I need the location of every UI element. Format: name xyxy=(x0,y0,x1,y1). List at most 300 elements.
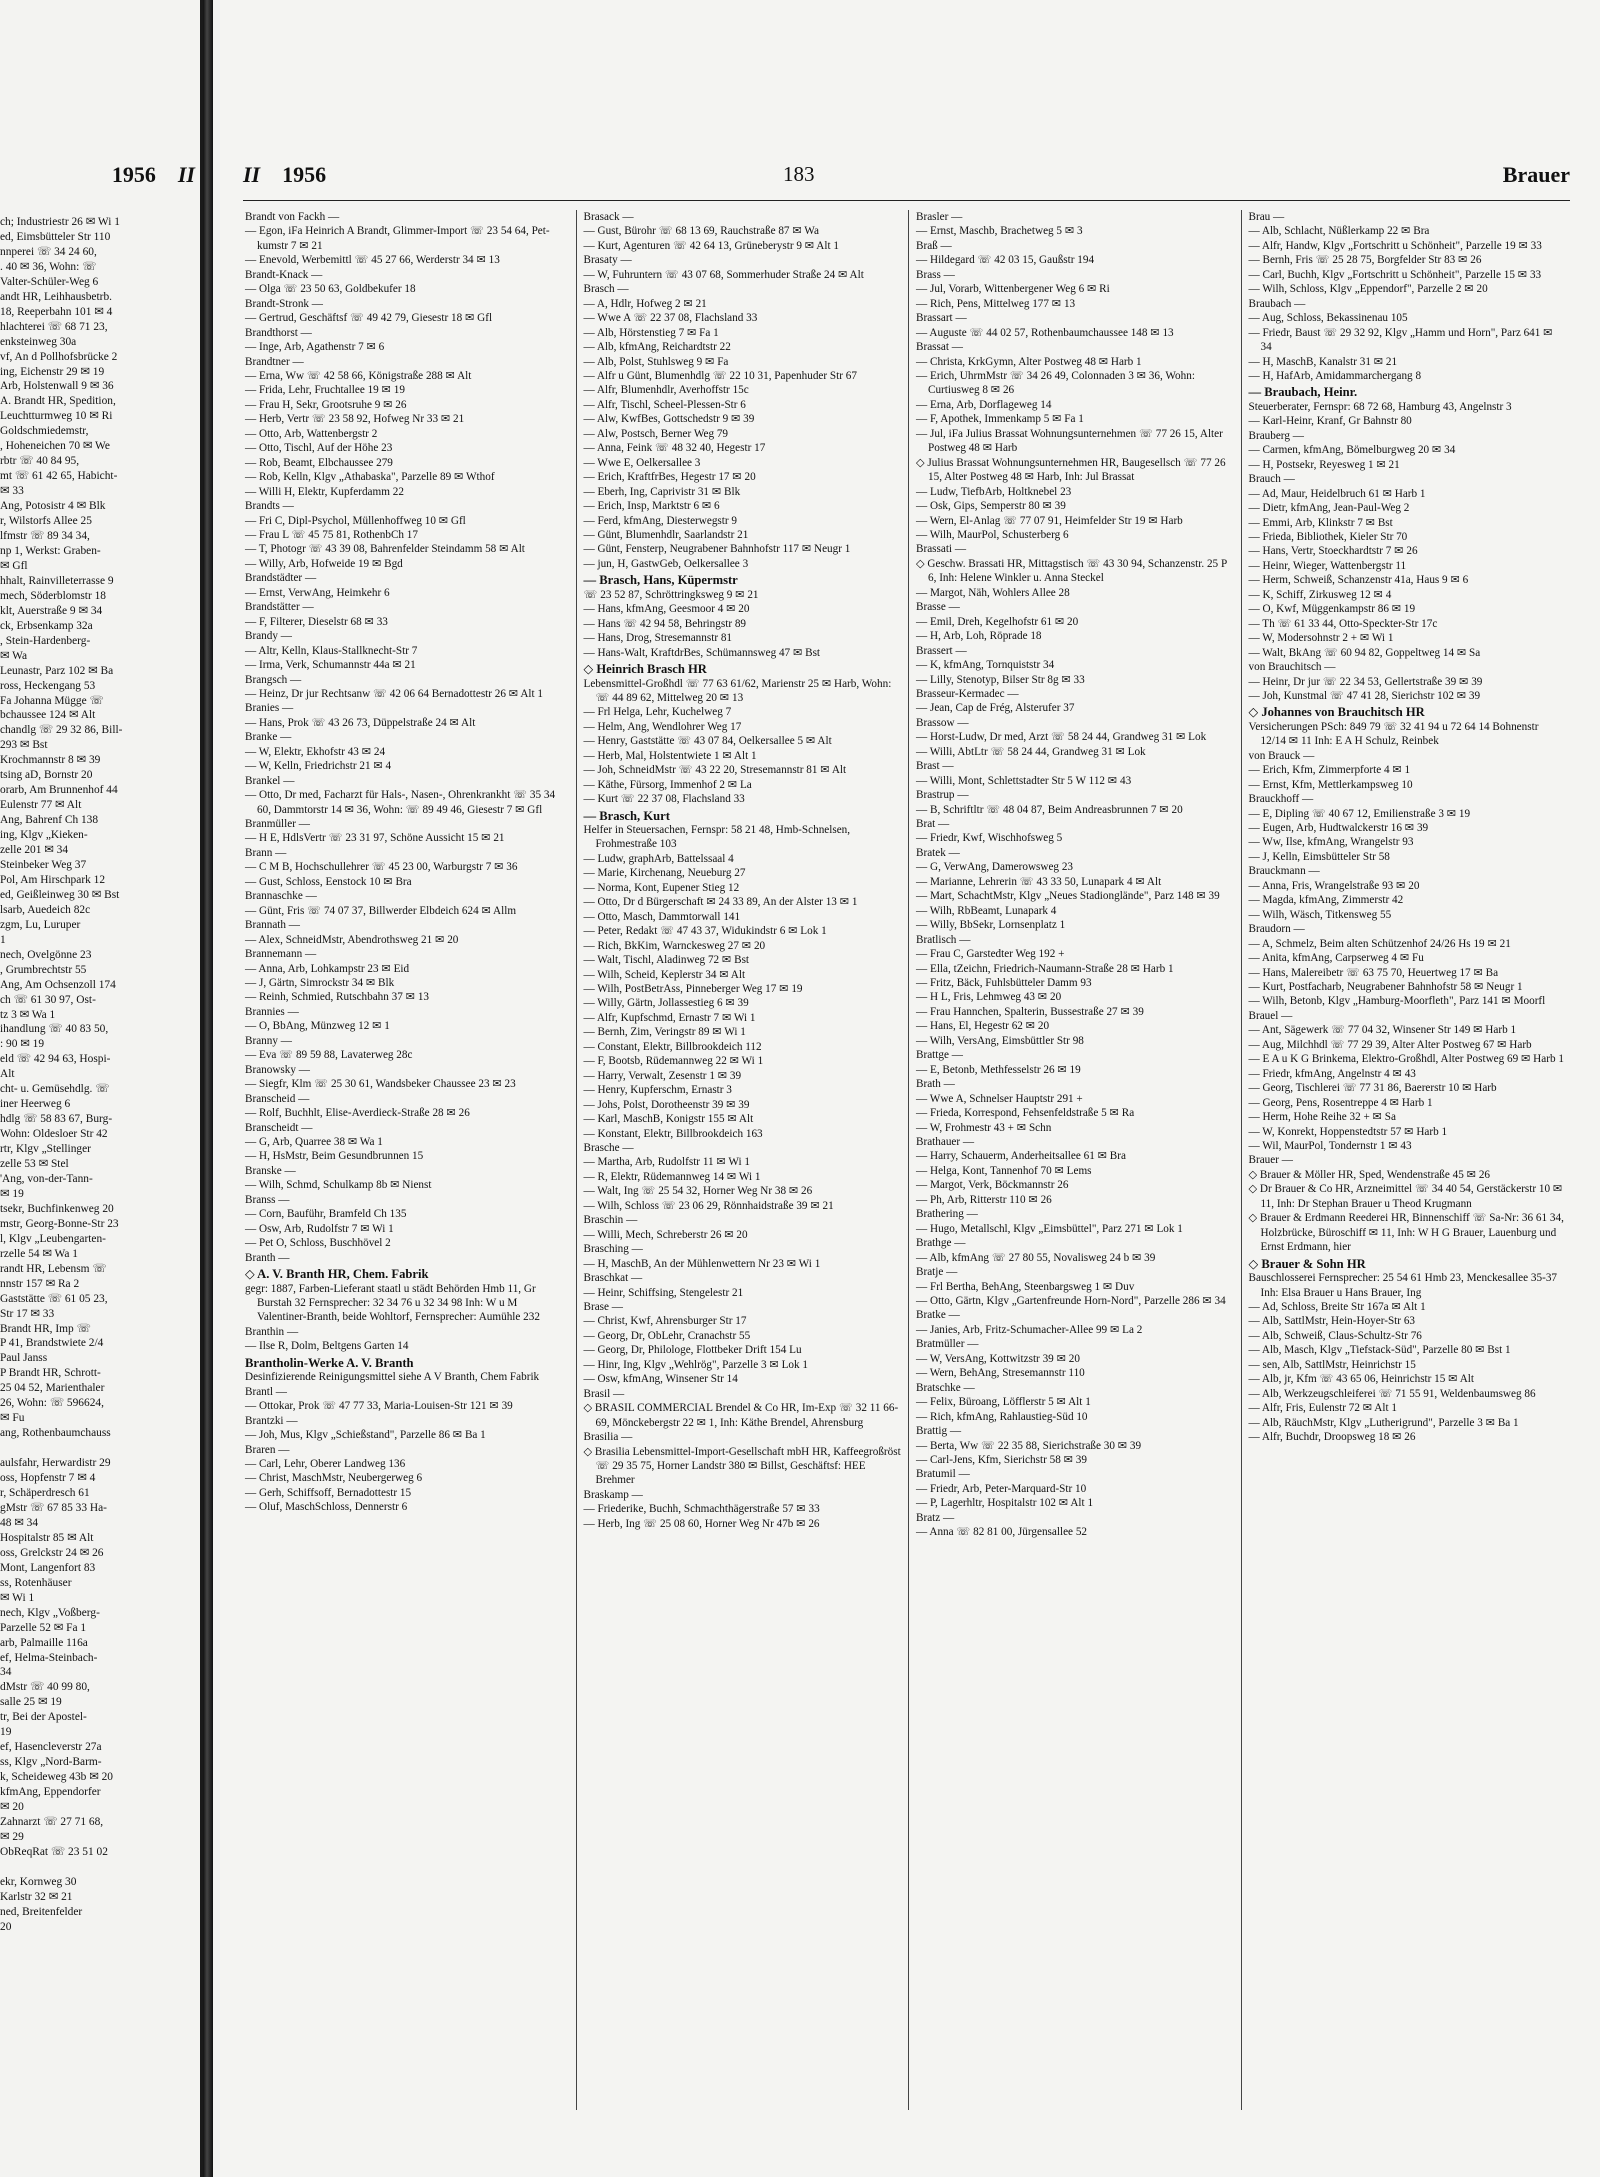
directory-entry: Bauschlosserei Fernsprecher: 25 54 61 Hmb 23, Menckesallee 35-37 Inh: Elsa Brauer u Hans Brauer, Ing xyxy=(1248,1272,1558,1299)
left-page-line: nech, Ovelgönne 23 xyxy=(0,948,92,961)
directory-entry: — Ernst, VerwAng, Heimkehr 6 xyxy=(245,586,390,599)
directory-entry: — Aug, Milchhdl ☏ 77 29 39, Alter Alter Postweg 67 ✉ Harb xyxy=(1248,1038,1532,1051)
left-page-line: mstr, Georg-Bonne-Str 23 xyxy=(0,1217,119,1230)
directory-entry: Brath — xyxy=(916,1078,955,1091)
directory-entry: — Ernst, Kfm, Mettlerkampsweg 10 xyxy=(1248,778,1413,791)
directory-entry: — E, Dipling ☏ 40 67 12, Emilienstraße 3 ✉ 19 xyxy=(1248,807,1471,820)
directory-entry: Branthin — xyxy=(245,1325,299,1338)
directory-entry: — Alw, KwfBes, Gottschedstr 9 ✉ 39 xyxy=(583,413,755,426)
left-page-line: chandlg ☏ 29 32 86, Bill- xyxy=(0,724,123,737)
directory-entry: — Harry, Schauerm, Anderheitsallee 61 ✉ Bra xyxy=(916,1150,1126,1163)
directory-entry: — C M B, Hochschullehrer ☏ 45 23 00, Warburgstr 7 ✉ 36 xyxy=(245,861,518,874)
left-page-line: orarb, Am Brunnenhof 44 xyxy=(0,784,118,797)
directory-entry: — W, Modersohnstr 2 + ✉ Wi 1 xyxy=(1248,632,1394,645)
directory-entry: — Dietr, kfmAng, Jean-Paul-Weg 2 xyxy=(1248,502,1410,515)
directory-entry: — Wwe A ☏ 22 37 08, Flachsland 33 xyxy=(583,312,758,325)
directory-entry: — Siegfr, Klm ☏ 25 30 61, Wandsbeker Chaussee 23 ✉ 23 xyxy=(245,1078,516,1091)
directory-entry: — Wilh, Schloss ☏ 23 06 29, Rönnhaidstraße 39 ✉ 21 xyxy=(583,1199,834,1212)
directory-entry: — Otto, Tischl, Auf der Höhe 23 xyxy=(245,442,393,455)
directory-entry: ◇ BRASIL COMMERCIAL Brendel & Co HR, Im-Exp ☏ 32 11 66-69, Mönckebergstr 22 ✉ 1, Inh: Käthe Brendel, Ahrensburg xyxy=(583,1402,899,1429)
directory-entry: — Emil, Dreh, Kegelhofstr 61 ✉ 20 xyxy=(916,615,1079,628)
left-page-line: , Stein-Hardenberg- xyxy=(0,634,91,647)
left-page-line: ing, Klgv „Kieken- xyxy=(0,829,88,842)
directory-entry: — Christ, MaschMstr, Neubergerweg 6 xyxy=(245,1472,423,1485)
directory-entry: — Alb, Schweiß, Claus-Schultz-Str 76 xyxy=(1248,1329,1422,1342)
directory-entry: — Eva ☏ 89 59 88, Lavaterweg 28c xyxy=(245,1049,413,1062)
directory-entry: — Wilh, Betonb, Klgv „Hamburg-Moorfleth", Parz 141 ✉ Moorfl xyxy=(1248,995,1546,1008)
left-page-line: ned, Breitenfelder xyxy=(0,1905,83,1918)
left-page-line: ang, Rothenbaumchauss xyxy=(0,1427,111,1440)
directory-entry: — Rob, Kelln, Klgv „Athabaska", Parzelle 89 ✉ Wthof xyxy=(245,471,495,484)
left-page-line: , Hoheneichen 70 ✉ We xyxy=(0,440,110,453)
directory-entry: Brastrup — xyxy=(916,789,969,802)
directory-entry: — Magda, kfmAng, Zimmerstr 42 xyxy=(1248,894,1404,907)
directory-entry: Brauckmann — xyxy=(1248,865,1320,878)
directory-entry: — Helm, Ang, Wendlohrer Weg 17 xyxy=(583,720,742,733)
directory-entry: — Willy, Arb, Hofweide 19 ✉ Bgd xyxy=(245,557,403,570)
directory-entry: — Frl Helga, Lehr, Kuchelweg 7 xyxy=(583,706,732,719)
directory-entry: Branske — xyxy=(245,1164,296,1177)
left-page-line: ch ☏ 61 30 97, Ost- xyxy=(0,993,96,1006)
directory-entry: — K, kfmAng, Tornquiststr 34 xyxy=(916,659,1055,672)
directory-entry: — K, Schiff, Zirkusweg 12 ✉ 4 xyxy=(1248,588,1392,601)
left-page-line: eld ☏ 42 94 63, Hospi- xyxy=(0,1053,111,1066)
directory-entry: Branss — xyxy=(245,1193,290,1206)
directory-entry: — Bernh, Zim, Veringstr 89 ✉ Wi 1 xyxy=(583,1026,746,1039)
directory-entry: — O, Kwf, Müggenkampstr 86 ✉ 19 xyxy=(1248,603,1416,616)
directory-entry: — Rich, Pens, Mittelweg 177 ✉ 13 xyxy=(916,297,1076,310)
directory-entry: — E A u K G Brinkema, Elektro-Großhdl, Alter Postweg 69 ✉ Harb 1 xyxy=(1248,1053,1564,1066)
left-page-line: ✉ Wi 1 xyxy=(0,1591,35,1604)
directory-entry: — Friedr, Arb, Peter-Marquard-Str 10 xyxy=(916,1482,1087,1495)
directory-entry: — Fritz, Bäck, Fuhlsbütteler Damm 93 xyxy=(916,977,1092,990)
directory-entry: — Gust, Schloss, Eenstock 10 ✉ Bra xyxy=(245,875,412,888)
directory-entry: — Frau Hannchen, Spalterin, Bussestraße 27 ✉ 39 xyxy=(916,1005,1144,1018)
left-page-line: lsarb, Auedeich 82c xyxy=(0,903,91,916)
left-page-line: tsekr, Buchfinkenweg 20 xyxy=(0,1202,114,1215)
left-page-line: ✉ 20 xyxy=(0,1801,24,1814)
directory-entry: — Günt, Fensterp, Neugrabener Bahnhofstr 117 ✉ Neugr 1 xyxy=(583,543,851,556)
directory-entry: — Oluf, MaschSchloss, Dennerstr 6 xyxy=(245,1501,408,1514)
left-page-line xyxy=(0,1441,198,1456)
directory-entry: — Kurt, Postfacharb, Neugrabener Bahnhofstr 58 ✉ Neugr 1 xyxy=(1248,981,1523,994)
directory-entry: Brathering — xyxy=(916,1208,978,1221)
directory-entry: — Irma, Verk, Schumannstr 44a ✉ 21 xyxy=(245,659,416,672)
directory-entry-heading: ◇ Johannes von Brauchitsch HR xyxy=(1248,705,1425,720)
directory-entry: — Anna, Feink ☏ 48 32 40, Hegestr 17 xyxy=(583,442,766,455)
directory-entry: — Alfr, Blumenhdlr, Averhoffstr 15c xyxy=(583,384,749,397)
left-page-line: 19 xyxy=(0,1726,12,1739)
left-page-line: ObReqRat ☏ 23 51 02 xyxy=(0,1845,108,1858)
directory-entry: — Willi, Mont, Schlettstadter Str 5 W 112 ✉ 43 xyxy=(916,774,1132,787)
directory-entry: — Rolf, Buchhlt, Elise-Averdieck-Straße 28 ✉ 26 xyxy=(245,1107,470,1120)
directory-entry: — Rich, kfmAng, Rahlaustieg-Süd 10 xyxy=(916,1410,1088,1423)
left-page xyxy=(0,0,203,2177)
left-page-line: hhalt, Rainvilleterrasse 9 xyxy=(0,574,114,587)
directory-entry: Branmüller — xyxy=(245,818,310,831)
directory-entry: Lebensmittel-Großhdl ☏ 77 63 61/62, Marienstr 25 ✉ Harb, Wohn: ☏ 44 89 62, Mittelweg 20 ✉ 13 xyxy=(583,677,892,704)
directory-entry-heading: ◇ A. V. Branth HR, Chem. Fabrik xyxy=(245,1267,429,1282)
left-page-line: tsing aD, Bornstr 20 xyxy=(0,769,93,782)
directory-entry: — Frau L ☏ 45 75 81, RothenbCh 17 xyxy=(245,528,418,541)
left-page-line: ✉ 19 xyxy=(0,1187,24,1200)
directory-entry: Braubach — xyxy=(1248,297,1306,310)
directory-entry: — Altr, Kelln, Klaus-Stallknecht-Str 7 xyxy=(245,644,418,657)
left-page-line: ross, Heckengang 53 xyxy=(0,679,96,692)
directory-entry: Brasch — xyxy=(583,283,629,296)
directory-entry: Brasseur-Kermadec — xyxy=(916,687,1019,700)
left-page-line: vf, An d Pollhofsbrücke 2 xyxy=(0,350,118,363)
directory-entry: Brannies — xyxy=(245,1005,299,1018)
left-page-line: zelle 201 ✉ 34 xyxy=(0,844,69,857)
directory-entry: — Emmi, Arb, Klinkstr 7 ✉ Bst xyxy=(1248,516,1393,529)
directory-entry: — Erich, Insp, Marktstr 6 ✉ 6 xyxy=(583,500,720,513)
directory-entry: Brast — xyxy=(916,760,954,773)
left-page-line xyxy=(0,1860,198,1875)
directory-entry: — Ferd, kfmAng, Diesterwegstr 9 xyxy=(583,514,737,527)
directory-entry: — Frieda, Korrespond, Fehsenfeldstraße 5 ✉ Ra xyxy=(916,1107,1135,1120)
directory-entry: — Inge, Arb, Agathenstr 7 ✉ 6 xyxy=(245,341,385,354)
directory-entry: — Hans, Malereibetr ☏ 63 75 70, Heuertweg 17 ✉ Ba xyxy=(1248,966,1499,979)
directory-entry: — Walt, Ing ☏ 25 54 32, Horner Weg Nr 38 ✉ 26 xyxy=(583,1185,813,1198)
directory-entry: — Wilh, VersAng, Eimsbüttler Str 98 xyxy=(916,1034,1084,1047)
directory-entry: — Hans, kfmAng, Geesmoor 4 ✉ 20 xyxy=(583,603,750,616)
directory-entry: Brantzki — xyxy=(245,1414,298,1427)
directory-entry: — Ludw, TiefbArb, Holtknebel 23 xyxy=(916,485,1072,498)
left-page-line: salle 25 ✉ 19 xyxy=(0,1696,62,1709)
directory-entry: — Helga, Kont, Tannenhof 70 ✉ Lems xyxy=(916,1164,1092,1177)
directory-entry: — Georg, Dr, Philologe, Flottbeker Drift 154 Lu xyxy=(583,1344,802,1357)
directory-entry: Bratmüller — xyxy=(916,1338,979,1351)
left-page-line: gMstr ☏ 67 85 33 Ha- xyxy=(0,1501,107,1514)
directory-entry: — Willi, AbtLtr ☏ 58 24 44, Grandweg 31 ✉ Lok xyxy=(916,745,1146,758)
left-page-line: ss, Klgv „Nord-Barm- xyxy=(0,1756,102,1769)
directory-entry: von Brauck — xyxy=(1248,749,1315,762)
directory-entry: — Christ, Kwf, Ahrensburger Str 17 xyxy=(583,1315,747,1328)
left-page-line: mt ☏ 61 42 65, Habicht- xyxy=(0,470,118,483)
directory-entry: Brandts — xyxy=(245,500,294,513)
header-rule xyxy=(243,200,1570,201)
left-page-line: lfmstr ☏ 89 34 34, xyxy=(0,530,90,543)
directory-entry: — F, Apothek, Immenkamp 5 ✉ Fa 1 xyxy=(916,413,1084,426)
directory-entry: Brathauer — xyxy=(916,1136,975,1148)
directory-entry: — Otto, Dr d Bürgerschaft ✉ 24 33 89, An der Alster 13 ✉ 1 xyxy=(583,896,858,909)
left-page-line: Gaststätte ☏ 61 05 23, xyxy=(0,1292,108,1305)
directory-entry: ◇ Dr Brauer & Co HR, Arzneimittel ☏ 34 40 54, Gerstäckerstr 10 ✉ 11, Inh: Dr Stephan Brauer u Theod Krugmann xyxy=(1248,1183,1563,1210)
left-page-line: A. Brandt HR, Spedition, xyxy=(0,395,116,408)
left-page-line: enksteinweg 30a xyxy=(0,335,77,348)
directory-entry: — W, Frohmestr 43 + ✉ Schn xyxy=(916,1121,1052,1134)
directory-entry: — Wil, MaurPol, Tondernstr 1 ✉ 43 xyxy=(1248,1140,1412,1152)
directory-entry: — Wern, El-Anlag ☏ 77 07 91, Heimfelder Str 19 ✉ Harb xyxy=(916,514,1183,527)
directory-entry: — Otto, Arb, Wattenbergstr 2 xyxy=(245,427,378,440)
directory-entry: — Martha, Arb, Rudolfstr 11 ✉ Wi 1 xyxy=(583,1156,750,1169)
directory-entry: — Ella, tZeichn, Friedrich-Naumann-Straße 28 ✉ Harb 1 xyxy=(916,962,1174,975)
directory-entry: Versicherungen PSch: 849 79 ☏ 32 41 94 u 72 64 14 Bohnenstr 12/14 ✉ 11 Inh: E A H Schulz, Reinbek xyxy=(1248,720,1539,748)
left-page-line: Zahnarzt ☏ 27 71 68, xyxy=(0,1815,104,1828)
directory-entry: — P, Lagerhltr, Hospitalstr 102 ✉ Alt 1 xyxy=(916,1497,1094,1510)
directory-entry: ◇ Brauer & Erdmann Reederei HR, Binnenschiff ☏ Sa-Nr: 36 61 34, Holzbrücke, Büroschiff ✉ 11, Inh: W H G Brauer, Lauenburg und Ernst Erdmann, hier xyxy=(1248,1212,1564,1254)
directory-entry: — Margot, Näh, Wohlers Allee 28 xyxy=(916,586,1070,599)
left-page-line: , Grumbrechtstr 55 xyxy=(0,963,87,976)
directory-entry: — Alb, RäuchMstr, Klgv „Lutherigrund", Parzelle 3 ✉ Ba 1 xyxy=(1248,1416,1519,1429)
directory-entry: — sen, Alb, SattlMstr, Heinrichstr 15 xyxy=(1248,1358,1416,1371)
directory-entry: — Wilh, PostBetrAss, Pinneberger Weg 17 ✉ 19 xyxy=(583,983,803,996)
directory-entry: — Frau H, Sekr, Grootsruhe 9 ✉ 26 xyxy=(245,398,407,411)
directory-entry: — Alw, Postsch, Berner Weg 79 xyxy=(583,427,729,440)
left-page-line: Steinbeker Weg 37 xyxy=(0,858,87,871)
directory-entry: — W, Fuhruntern ☏ 43 07 68, Sommerhuder Straße 24 ✉ Alt xyxy=(583,268,864,281)
directory-entry: Bratlisch — xyxy=(916,933,971,946)
directory-entry: — Herb, Ing ☏ 25 08 60, Horner Weg Nr 47b ✉ 26 xyxy=(583,1517,820,1530)
directory-entry: — Alfr, Fris, Eulenstr 72 ✉ Alt 1 xyxy=(1248,1402,1397,1415)
left-page-line: Krochmannstr 8 ✉ 39 xyxy=(0,754,101,767)
directory-entry: — Hugo, Metallschl, Klgv „Eimsbüttel", Parz 271 ✉ Lok 1 xyxy=(916,1222,1183,1235)
left-page-line: ✉ Wa xyxy=(0,649,28,662)
directory-entry: — H, Arb, Loh, Röprade 18 xyxy=(916,630,1042,643)
directory-entry: Brasse — xyxy=(916,601,960,614)
directory-entry: — Janies, Arb, Fritz-Schumacher-Allee 99 ✉ La 2 xyxy=(916,1323,1143,1336)
directory-entry: — W, Elektr, Ekhofstr 43 ✉ 24 xyxy=(245,745,386,758)
left-page-line: Wohn: Oldesloer Str 42 xyxy=(0,1128,108,1141)
directory-entry: — Wilh, Wäsch, Titkensweg 55 xyxy=(1248,908,1392,921)
directory-entry: Brassat — xyxy=(916,341,963,354)
left-page-line: 'Ang, von-der-Tann- xyxy=(0,1173,93,1185)
left-page-line: dMstr ☏ 40 99 80, xyxy=(0,1681,90,1694)
directory-entry: — Günt, Fris ☏ 74 07 37, Billwerder Elbdeich 624 ✉ Allm xyxy=(245,904,517,917)
left-page-line: np 1, Werkst: Graben- xyxy=(0,544,101,557)
directory-entry: — Walt, Tischl, Aladinweg 72 ✉ Bst xyxy=(583,954,750,967)
left-page-line: Str 17 ✉ 33 xyxy=(0,1307,55,1320)
directory-entry: ◇ Julius Brassat Wohnungsunternehmen HR, Baugesellsch ☏ 77 26 15, Alter Postweg 48 ✉ Harb, Inh: Jul Brassat xyxy=(916,456,1226,484)
directory-entry: Branke — xyxy=(245,731,292,744)
left-page-line: r, Schäperdresch 61 xyxy=(0,1487,90,1500)
directory-entry: — Willy, BbSekr, Lornsenplatz 1 xyxy=(916,919,1066,932)
directory-entry: ◇ Brasilia Lebensmittel-Import-Gesellschaft mbH HR, Kaffeegroßröst ☏ 29 35 75, Horner Landstr 380 ✉ Billst, Geschäftsf: HEE Brehmer xyxy=(583,1445,901,1487)
directory-entry: — E, Betonb, Methfesselstr 26 ✉ 19 xyxy=(916,1063,1081,1076)
directory-entry: — Friederike, Buchh, Schmachthägerstraße 57 ✉ 33 xyxy=(583,1503,820,1516)
directory-entry: — Alb, jr, Kfm ☏ 43 65 06, Heinrichstr 15 ✉ Alt xyxy=(1248,1373,1475,1386)
directory-entry: Branowsky — xyxy=(245,1063,310,1076)
left-page-line: randt HR, Lebensm ☏ xyxy=(0,1262,107,1275)
directory-entry: — Erich, KraftfrBes, Hegestr 17 ✉ 20 xyxy=(583,471,756,484)
directory-entry: — Alfr, Buchdr, Droopsweg 18 ✉ 26 xyxy=(1248,1431,1416,1444)
directory-entry: Brattig — xyxy=(916,1425,962,1438)
left-page-line: ef, Helma-Steinbach- xyxy=(0,1651,98,1664)
directory-entry: — F, Bootsb, Rüdemannweg 22 ✉ Wi 1 xyxy=(583,1055,764,1068)
left-page-line: Karlstr 32 ✉ 21 xyxy=(0,1890,73,1903)
left-page-line: rbtr ☏ 40 84 95, xyxy=(0,455,80,468)
directory-entry: Brandt von Fackh — xyxy=(245,211,340,223)
directory-entry: — Reinh, Schmied, Rutschbahn 37 ✉ 13 xyxy=(245,991,430,1004)
left-page-line: Ang, Am Ochsenzoll 174 xyxy=(0,978,116,991)
directory-entry: — Wilh, RbBeamt, Lunapark 4 xyxy=(916,904,1057,917)
page-number: 183 xyxy=(783,162,815,186)
left-page-line: Mont, Langenfort 83 xyxy=(0,1561,96,1574)
directory-entry: Bratke — xyxy=(916,1309,960,1322)
right-page xyxy=(213,0,1600,2177)
left-page-line: rzelle 54 ✉ Wa 1 xyxy=(0,1247,78,1260)
directory-entry-heading: — Brasch, Hans, Küpermstr xyxy=(583,573,738,588)
directory-entry: Brandt-Stronk — xyxy=(245,297,323,310)
directory-entry: — Aug, Schloss, Bekassinenau 105 xyxy=(1248,312,1408,325)
left-page-line: Goldschmiedemstr, xyxy=(0,425,89,438)
directory-entry: — Karl-Heinr, Kranf, Gr Bahnstr 80 xyxy=(1248,415,1412,428)
left-page-line: zgm, Lu, Luruper xyxy=(0,918,81,931)
left-page-line: ihandlung ☏ 40 83 50, xyxy=(0,1023,109,1036)
directory-entry: — Ww, Ilse, kfmAng, Wrangelstr 93 xyxy=(1248,836,1414,849)
directory-entry: — Otto, Masch, Dammtorwall 141 xyxy=(583,910,741,923)
left-page-line: l, Klgv „Leubengarten- xyxy=(0,1232,106,1245)
directory-entry: — Herm, Schweiß, Schanzenstr 41a, Haus 9 ✉ 6 xyxy=(1248,574,1469,587)
directory-entry: — Carl, Lehr, Oberer Landweg 136 xyxy=(245,1457,406,1470)
directory-entry: — H, MaschB, An der Mühlenwettern Nr 23 ✉ Wi 1 xyxy=(583,1257,821,1270)
directory-entry: — Th ☏ 61 33 44, Otto-Speckter-Str 17c xyxy=(1248,617,1438,630)
directory-entry: Brandtner — xyxy=(245,355,304,368)
directory-entry: Brattge — xyxy=(916,1049,963,1062)
left-page-line: Arb, Holstenwall 9 ✉ 36 xyxy=(0,380,114,393)
directory-entry: — W, Konrekt, Hoppenstedtstr 57 ✉ Harb 1 xyxy=(1248,1125,1448,1138)
directory-entry: — Willy, Gärtn, Jollassestieg 6 ✉ 39 xyxy=(583,997,749,1010)
directory-entry: — Corn, Bauführ, Bramfeld Ch 135 xyxy=(245,1208,407,1221)
directory-entry: — Friedr, Kwf, Wischhofsweg 5 xyxy=(916,832,1063,845)
directory-entry: — jun, H, GastwGeb, Oelkersallee 3 xyxy=(583,557,749,570)
directory-entry: — Hans, Drog, Stresemannstr 81 xyxy=(583,632,733,645)
directory-entry: — Alb, Hörstenstieg 7 ✉ Fa 1 xyxy=(583,326,719,339)
left-page-line: tz 3 ✉ Wa 1 xyxy=(0,1008,56,1021)
left-page-line: ✉ Fu xyxy=(0,1412,25,1425)
left-page-line: nnstr 157 ✉ Ra 2 xyxy=(0,1277,80,1290)
directory-entry: Brannemann — xyxy=(245,948,317,961)
directory-entry: — Kurt ☏ 22 37 08, Flachsland 33 xyxy=(583,793,745,806)
left-page-line: nech, Klgv „Voßberg- xyxy=(0,1606,100,1619)
left-page-line: hdlg ☏ 58 83 67, Burg- xyxy=(0,1113,113,1126)
directory-entry: — Wwe A, Schnelser Hauptstr 291 + xyxy=(916,1092,1083,1105)
left-page-line: Fa Johanna Mügge ☏ xyxy=(0,694,104,707)
running-head: Brauer xyxy=(1502,162,1570,187)
directory-entry: — Frida, Lehr, Fruchtallee 19 ✉ 19 xyxy=(245,384,405,397)
directory-entry: Braudorn — xyxy=(1248,923,1305,936)
directory-entry: — Hans, El, Hegestr 62 ✉ 20 xyxy=(916,1020,1050,1033)
directory-entry: Brase — xyxy=(583,1300,623,1313)
directory-entry: — Joh, Kunstmal ☏ 47 41 28, Sierichstr 102 ✉ 39 xyxy=(1248,689,1481,702)
directory-entry: Brandstädter — xyxy=(245,572,317,585)
book-gutter xyxy=(203,0,213,2177)
right-page-header xyxy=(243,162,326,192)
directory-entry: — O, BbAng, Münzweg 12 ✉ 1 xyxy=(245,1020,390,1033)
directory-entry: Braren — xyxy=(245,1443,290,1456)
directory-entry: — H, Postsekr, Reyesweg 1 ✉ 21 xyxy=(1248,458,1400,471)
directory-entry: Braß — xyxy=(916,239,952,252)
directory-entry: — Ant, Sägewerk ☏ 77 04 32, Winsener Str 149 ✉ Harb 1 xyxy=(1248,1024,1517,1037)
directory-entry: — Georg, Tischlerei ☏ 77 31 86, Baererstr 10 ✉ Harb xyxy=(1248,1082,1497,1095)
left-page-line: oss, Hopfenstr 7 ✉ 4 xyxy=(0,1472,96,1485)
directory-entry: — Osw, Arb, Rudolfstr 7 ✉ Wi 1 xyxy=(245,1222,394,1235)
left-page-line: iner Heerweg 6 xyxy=(0,1098,71,1111)
directory-entry: — Alex, SchneidMstr, Abendrothsweg 21 ✉ 20 xyxy=(245,933,459,946)
directory-entry: — Anita, kfmAng, Carpserweg 4 ✉ Fu xyxy=(1248,952,1424,965)
directory-entry: — Alb, Schlacht, Nüßlerkamp 22 ✉ Bra xyxy=(1248,225,1430,238)
directory-entry: — Heinr, Dr jur ☏ 22 34 53, Gellertstraße 39 ✉ 39 xyxy=(1248,675,1483,688)
directory-entry: — Joh, Mus, Klgv „Schießstand", Parzelle 86 ✉ Ba 1 xyxy=(245,1429,486,1442)
directory-entry: Brandt-Knack — xyxy=(245,268,323,281)
directory-entry: — Otto, Dr med, Facharzt für Hals-, Nasen-, Ohrenkrankht ☏ 35 34 60, Dammtorstr 14 ✉ 36, Wohn: ☏ 89 49 46, Giesestr 7 ✉ Gfl xyxy=(245,789,556,816)
directory-entry: Brassati — xyxy=(916,543,967,556)
directory-entry: — Lilly, Stenotyp, Bilser Str 8g ✉ 33 xyxy=(916,673,1085,686)
directory-entry: — Constant, Elektr, Billbrookdeich 112 xyxy=(583,1040,762,1053)
directory-entry: Brasil — xyxy=(583,1387,625,1400)
directory-entry: Brandstätter — xyxy=(245,601,314,614)
directory-entry: — Jul, iFa Julius Brassat Wohnungsunternehmen ☏ 77 26 15, Alter Postweg 48 ✉ Harb xyxy=(916,427,1223,455)
directory-entry: Brann — xyxy=(245,846,287,859)
left-page-line: Leuchtturmweg 10 ✉ Ri xyxy=(0,410,113,423)
directory-entry: — Hans ☏ 42 94 58, Behringstr 89 xyxy=(583,617,747,630)
directory-entry: — Alb, SattlMstr, Hein-Hoyer-Str 63 xyxy=(1248,1315,1416,1328)
directory-entry: — Ph, Arb, Ritterstr 110 ✉ 26 xyxy=(916,1193,1052,1206)
left-page-line: aulsfahr, Herwardistr 29 xyxy=(0,1457,111,1470)
directory-entry: — Hinr, Ing, Klgv „Wehlrög", Parzelle 3 ✉ Lok 1 xyxy=(583,1358,808,1371)
directory-entry: Brass — xyxy=(916,268,955,281)
directory-entry: Brasilia — xyxy=(583,1431,633,1444)
directory-entry: Brasching — xyxy=(583,1243,643,1256)
left-page-column xyxy=(0,215,198,2155)
directory-entry: — Herb, Mal, Holstentwiete 1 ✉ Alt 1 xyxy=(583,749,757,762)
left-page-line: Hospitalstr 85 ✉ Alt xyxy=(0,1531,94,1544)
left-page-line: 20 xyxy=(0,1920,12,1933)
left-page-line: 1 xyxy=(0,933,6,946)
directory-entry: — G, VerwAng, Damerowsweg 23 xyxy=(916,861,1074,874)
directory-entry: — Peter, Redakt ☏ 47 43 37, Widukindstr 6 ✉ Lok 1 xyxy=(583,925,827,938)
right-header-part: II xyxy=(243,162,261,187)
directory-entry: — Alfr, Handw, Klgv „Fortschritt u Schönheit", Parzelle 19 ✉ 33 xyxy=(1248,239,1542,252)
directory-entry: — Herm, Hohe Reihe 32 + ✉ Sa xyxy=(1248,1111,1396,1124)
left-page-line: tr, Bei der Apostel- xyxy=(0,1711,87,1724)
left-page-line: cht- u. Gemüsehdlg. ☏ xyxy=(0,1083,110,1096)
directory-entry: — Wern, BehAng, Stresemannstr 110 xyxy=(916,1367,1085,1380)
directory-entry: — Ad, Maur, Heidelbruch 61 ✉ Harb 1 xyxy=(1248,487,1426,500)
directory-entry: — Wilh, Scheid, Keplerstr 34 ✉ Alt xyxy=(583,968,746,981)
directory-entry: Brantl — xyxy=(245,1385,287,1398)
directory-entry: Branscheid — xyxy=(245,1092,310,1105)
directory-entry: — Rich, BkKim, Warnckesweg 27 ✉ 20 xyxy=(583,939,766,952)
directory-entry: — Erich, UhrmMstr ☏ 34 26 49, Colonnaden 3 ✉ 36, Wohn: Curtiusweg 8 ✉ 26 xyxy=(916,369,1195,397)
directory-entry: Brasche — xyxy=(583,1142,634,1154)
left-page-line: rtr, Klgv „Stellinger xyxy=(0,1143,91,1156)
directory-entry: — H E, HdlsVertr ☏ 23 31 97, Schöne Aussicht 15 ✉ 21 xyxy=(245,832,505,845)
left-page-line: ef, Hasencleverstr 27a xyxy=(0,1741,102,1754)
left-page-line: Pol, Am Hirschpark 12 xyxy=(0,873,106,886)
directory-entry: — Jean, Cap de Frég, Alsterufer 37 xyxy=(916,702,1075,715)
left-page-header xyxy=(20,162,195,192)
left-page-line: 25 04 52, Marienthaler xyxy=(0,1382,105,1395)
directory-entry: — Rob, Beamt, Elbchaussee 279 xyxy=(245,456,393,469)
directory-entry: — Heinr, Schiffsing, Stengelestr 21 xyxy=(583,1286,744,1299)
right-header-year: 1956 xyxy=(282,162,327,187)
left-page-line: ✉ 29 xyxy=(0,1830,24,1843)
directory-entry: Brannaschke — xyxy=(245,890,317,903)
left-page-line: ck, Erbsenkamp 32a xyxy=(0,619,93,632)
directory-entry: — Osk, Gips, Semperstr 80 ✉ 39 xyxy=(916,500,1066,513)
directory-entry: — Jul, Vorarb, Wittenbergener Weg 6 ✉ Ri xyxy=(916,283,1110,296)
directory-entry: — Alfr, Tischl, Scheel-Plessen-Str 6 xyxy=(583,398,746,411)
directory-entry: — Erich, Kfm, Zimmerpforte 4 ✉ 1 xyxy=(1248,764,1411,777)
directory-entry: — Olga ☏ 23 50 63, Goldbekufer 18 xyxy=(245,283,416,296)
directory-entry: — Günt, Blumenhdlr, Saarlandstr 21 xyxy=(583,528,749,541)
directory-entry: Bratje — xyxy=(916,1266,958,1279)
directory-entry: — Hans-Walt, KraftdrBes, Schümannsweg 47 ✉ Bst xyxy=(583,646,821,659)
directory-entry: — Alb, Polst, Stuhlsweg 9 ✉ Fa xyxy=(583,355,729,368)
left-page-line: ch; Industriestr 26 ✉ Wi 1 xyxy=(0,216,120,228)
